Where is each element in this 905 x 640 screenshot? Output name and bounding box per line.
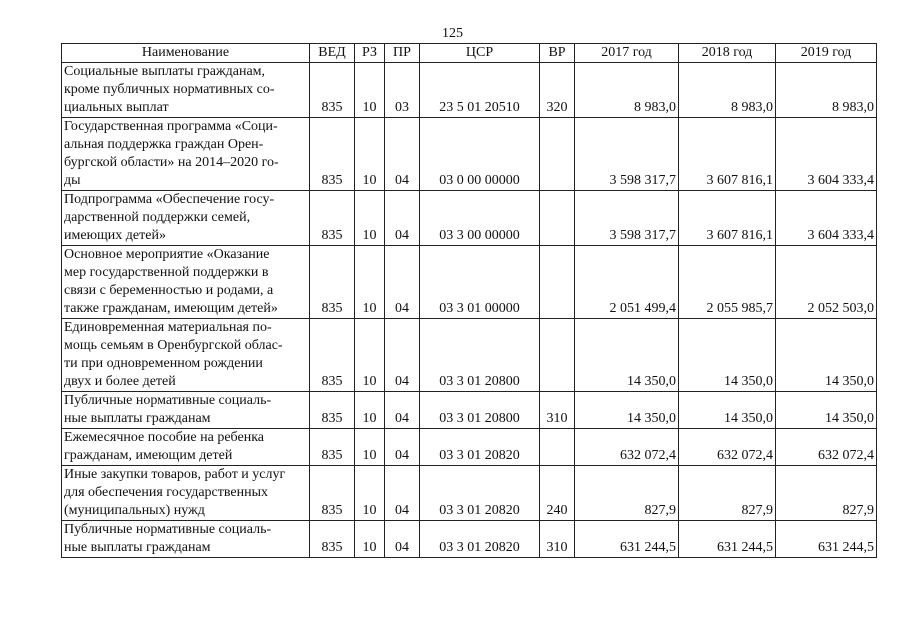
cell-name: Подпрограмма «Обеспечение госу- дарственной поддержки семей, имеющих детей» — [62, 191, 310, 246]
cell-csr: 03 3 01 20820 — [420, 466, 540, 521]
page-number: 125 — [442, 26, 463, 41]
cell-2018: 3 607 816,1 — [679, 118, 776, 191]
cell-vr: 310 — [540, 521, 575, 558]
cell-ved: 835 — [310, 521, 355, 558]
cell-ved: 835 — [310, 466, 355, 521]
table-row — [62, 63, 877, 118]
cell-ved: 835 — [310, 246, 355, 319]
cell-pr: 04 — [385, 319, 420, 392]
cell-2017: 827,9 — [575, 466, 679, 521]
cell-vr: 320 — [540, 63, 575, 118]
cell-name: Публичные нормативные социаль- ные выплаты гражданам — [62, 392, 310, 429]
cell-2019: 631 244,5 — [776, 521, 877, 558]
cell-2019: 14 350,0 — [776, 319, 877, 392]
cell-2019: 3 604 333,4 — [776, 118, 877, 191]
table-row — [62, 191, 877, 246]
cell-name: Государственная программа «Соци- альная поддержка граждан Орен- бургской области» на 2014–2020 го- ды — [62, 118, 310, 191]
cell-rz: 10 — [355, 392, 385, 429]
cell-name: Иные закупки товаров, работ и услуг для обеспечения государственных (муниципальных) нужд — [62, 466, 310, 521]
cell-ved: 835 — [310, 63, 355, 118]
cell-name: Ежемесячное пособие на ребенка гражданам, имеющим детей — [62, 429, 310, 466]
cell-csr: 03 3 00 00000 — [420, 191, 540, 246]
cell-csr: 03 3 01 20820 — [420, 429, 540, 466]
cell-pr: 03 — [385, 63, 420, 118]
cell-csr: 03 3 01 20800 — [420, 319, 540, 392]
cell-2017: 2 051 499,4 — [575, 246, 679, 319]
cell-vr — [540, 319, 575, 392]
cell-ved: 835 — [310, 118, 355, 191]
cell-rz: 10 — [355, 466, 385, 521]
cell-2019: 14 350,0 — [776, 392, 877, 429]
cell-csr: 03 3 01 20800 — [420, 392, 540, 429]
cell-csr: 03 0 00 00000 — [420, 118, 540, 191]
cell-2017: 631 244,5 — [575, 521, 679, 558]
cell-name: Основное мероприятие «Оказание мер государственной поддержки в связи с беременностью и родами, а также гражданам, имеющим детей» — [62, 246, 310, 319]
header-ved: ВЕД — [310, 44, 355, 63]
cell-rz: 10 — [355, 63, 385, 118]
cell-ved: 835 — [310, 191, 355, 246]
cell-pr: 04 — [385, 521, 420, 558]
cell-csr: 23 5 01 20510 — [420, 63, 540, 118]
header-2017: 2017 год — [575, 44, 679, 63]
cell-ved: 835 — [310, 429, 355, 466]
cell-2019: 3 604 333,4 — [776, 191, 877, 246]
cell-pr: 04 — [385, 246, 420, 319]
cell-pr: 04 — [385, 392, 420, 429]
cell-csr: 03 3 01 20820 — [420, 521, 540, 558]
table-row — [62, 429, 877, 466]
cell-2017: 3 598 317,7 — [575, 191, 679, 246]
cell-2018: 8 983,0 — [679, 63, 776, 118]
table-row — [62, 521, 877, 558]
table-body — [62, 63, 877, 558]
header-2018: 2018 год — [679, 44, 776, 63]
table-row — [62, 466, 877, 521]
cell-2018: 2 055 985,7 — [679, 246, 776, 319]
table-row — [62, 319, 877, 392]
cell-2017: 8 983,0 — [575, 63, 679, 118]
cell-csr: 03 3 01 00000 — [420, 246, 540, 319]
cell-rz: 10 — [355, 118, 385, 191]
cell-ved: 835 — [310, 319, 355, 392]
cell-2017: 14 350,0 — [575, 319, 679, 392]
cell-ved: 835 — [310, 392, 355, 429]
budget-table — [61, 43, 877, 558]
cell-rz: 10 — [355, 246, 385, 319]
cell-pr: 04 — [385, 429, 420, 466]
cell-2018: 631 244,5 — [679, 521, 776, 558]
cell-rz: 10 — [355, 429, 385, 466]
cell-name: Единовременная материальная по- мощь семьям в Оренбургской облас- ти при одновременном рождении двух и более детей — [62, 319, 310, 392]
header-csr: ЦСР — [420, 44, 540, 63]
cell-2018: 3 607 816,1 — [679, 191, 776, 246]
cell-vr — [540, 191, 575, 246]
cell-vr: 310 — [540, 392, 575, 429]
header-vr: ВР — [540, 44, 575, 63]
cell-2017: 632 072,4 — [575, 429, 679, 466]
header-2019: 2019 год — [776, 44, 877, 63]
cell-2019: 632 072,4 — [776, 429, 877, 466]
cell-rz: 10 — [355, 319, 385, 392]
header-name: Наименование — [62, 44, 310, 63]
header-rz: РЗ — [355, 44, 385, 63]
table-row — [62, 246, 877, 319]
cell-pr: 04 — [385, 191, 420, 246]
cell-2017: 14 350,0 — [575, 392, 679, 429]
cell-2019: 8 983,0 — [776, 63, 877, 118]
cell-vr — [540, 429, 575, 466]
table-header-row — [62, 44, 877, 63]
table-row — [62, 392, 877, 429]
cell-vr — [540, 246, 575, 319]
cell-vr — [540, 118, 575, 191]
cell-rz: 10 — [355, 521, 385, 558]
cell-name: Публичные нормативные социаль- ные выплаты гражданам — [62, 521, 310, 558]
cell-rz: 10 — [355, 191, 385, 246]
cell-2019: 827,9 — [776, 466, 877, 521]
cell-pr: 04 — [385, 466, 420, 521]
cell-vr: 240 — [540, 466, 575, 521]
cell-name: Социальные выплаты гражданам, кроме публичных нормативных со- циальных выплат — [62, 63, 310, 118]
cell-2018: 632 072,4 — [679, 429, 776, 466]
cell-2019: 2 052 503,0 — [776, 246, 877, 319]
cell-2018: 827,9 — [679, 466, 776, 521]
cell-2018: 14 350,0 — [679, 319, 776, 392]
cell-2018: 14 350,0 — [679, 392, 776, 429]
header-pr: ПР — [385, 44, 420, 63]
table-row — [62, 118, 877, 191]
cell-2017: 3 598 317,7 — [575, 118, 679, 191]
cell-pr: 04 — [385, 118, 420, 191]
